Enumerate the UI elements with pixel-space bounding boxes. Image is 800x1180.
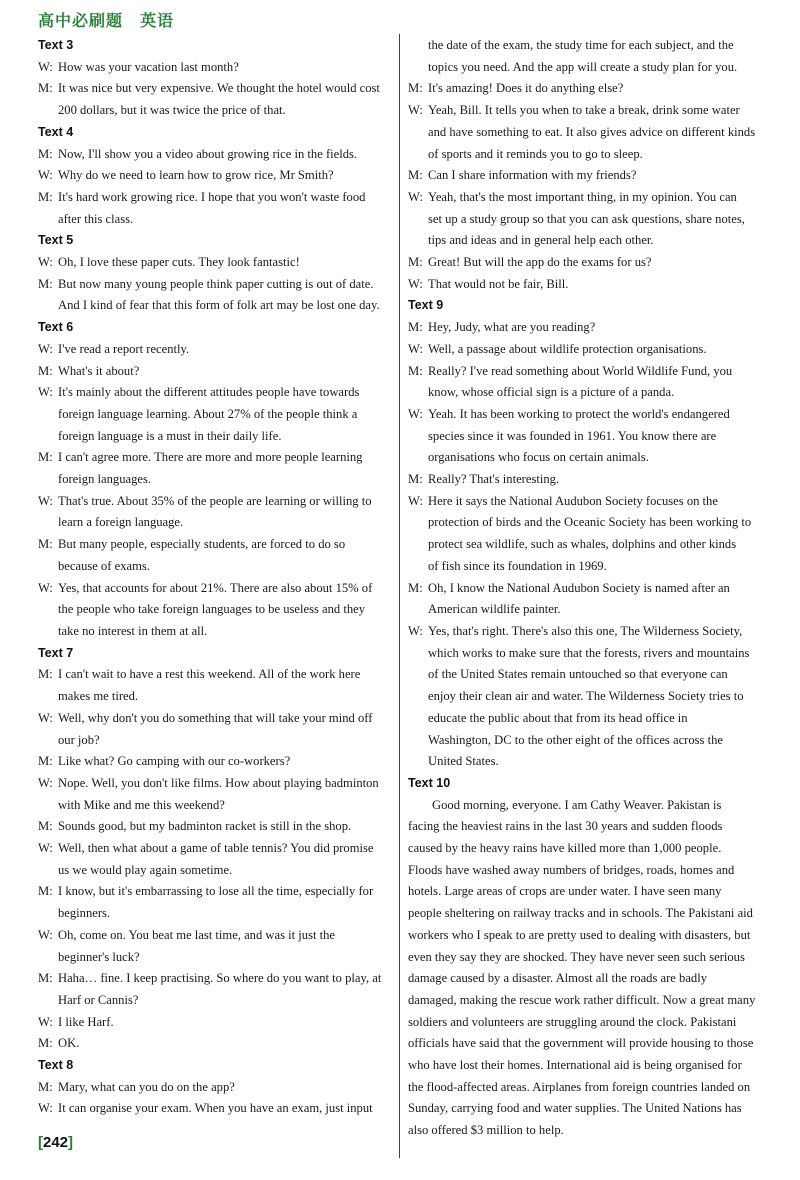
dialogue-turn (408, 274, 760, 296)
dialogue-turn (408, 404, 760, 426)
dialogue-continuation: our job? (58, 732, 100, 747)
utterance-text: I can't agree more. There are more and more people learning (58, 450, 363, 465)
dialogue-turn (408, 317, 760, 339)
speaker-label: W: (38, 927, 53, 942)
dialogue-turn (38, 252, 392, 274)
speaker-label: W: (408, 276, 423, 291)
utterance-text: Yes, that accounts for about 21%. There are also about 15% of (58, 580, 373, 595)
passage-line: Floods have washed away numbers of bridges, roads, homes and (408, 862, 735, 877)
utterance-text: Well, a passage about wildlife protection organisations. (428, 341, 707, 356)
dialogue-turn (38, 78, 392, 100)
dialogue-continuation: enjoy their clean air and water. The Wilderness Society tries to (428, 689, 744, 704)
dialogue-continuation: because of exams. (58, 558, 150, 573)
speaker-label: M: (408, 472, 423, 487)
dialogue-turn (408, 165, 760, 187)
section-heading: Text 9 (408, 298, 444, 313)
section-heading: Text 8 (38, 1058, 74, 1073)
page-number-value: 242 (43, 1134, 69, 1151)
speaker-label: W: (38, 1014, 53, 1029)
dialogue-turn (38, 881, 392, 903)
speaker-label: M: (38, 276, 53, 291)
utterance-text: Here it says the National Audubon Society focuses on the (428, 493, 718, 508)
speaker-label: W: (38, 493, 53, 508)
dialogue-continuation: of fish since its foundation in 1969. (428, 558, 607, 573)
dialogue-turn (38, 1098, 392, 1120)
dialogue-turn (38, 144, 392, 166)
speaker-label: M: (408, 363, 423, 378)
dialogue-continuation: protection of birds and the Oceanic Society has been working to (428, 515, 752, 530)
utterance-text: I like Harf. (58, 1014, 114, 1029)
left-column (38, 35, 392, 1120)
speaker-label: M: (38, 1036, 53, 1051)
dialogue-continuation: topics you need. And the app will create a study plan for you. (428, 59, 738, 74)
dialogue-turn (38, 708, 392, 730)
utterance-text: I've read a report recently. (58, 341, 190, 356)
utterance-text: I know, but it's embarrassing to lose all the time, especially for (58, 884, 374, 899)
speaker-label: W: (408, 189, 423, 204)
dialogue-continuation: which works to make sure that the forests, rivers and mountains (428, 645, 750, 660)
utterance-text: Yeah, that's the most important thing, in my opinion. You can (428, 189, 737, 204)
dialogue-turn (408, 491, 760, 513)
utterance-text: Yeah. It has been working to protect the world's endangered (428, 406, 730, 421)
speaker-label: M: (408, 580, 423, 595)
speaker-label: W: (38, 775, 53, 790)
speaker-label: W: (38, 341, 53, 356)
utterance-text: Oh, I know the National Audubon Society is named after an (428, 580, 730, 595)
passage-line: the flood-affected areas. Airplanes from foreign countries landed on (408, 1079, 751, 1094)
dialogue-turn (408, 187, 760, 209)
utterance-text: That would not be fair, Bill. (428, 276, 569, 291)
speaker-label: W: (408, 103, 423, 118)
passage-line: Sunday, carrying food and water supplies. The United Nations has (408, 1101, 742, 1116)
dialogue-turn (38, 382, 392, 404)
section-heading: Text 5 (38, 233, 74, 248)
dialogue-continuation: the people who take foreign languages to be useless and they (58, 602, 366, 617)
dialogue-continuation: take no interest in them at all. (58, 623, 208, 638)
passage-line: officials have said that the government will provide housing to those (408, 1036, 754, 1051)
dialogue-turn (38, 165, 392, 187)
dialogue-turn (38, 751, 392, 773)
speaker-label: W: (38, 580, 53, 595)
speaker-label: M: (38, 537, 53, 552)
dialogue-continuation: makes me tired. (58, 689, 139, 704)
speaker-label: M: (38, 971, 53, 986)
dialogue-turn (38, 274, 392, 296)
utterance-text: It was nice but very expensive. We thought the hotel would cost (58, 81, 380, 96)
speaker-label: M: (38, 450, 53, 465)
utterance-text: It can organise your exam. When you have an exam, just input (58, 1101, 373, 1116)
speaker-label: W: (408, 406, 423, 421)
page-header-title: 高中必刷题 英语 (38, 11, 175, 30)
dialogue-continuation: educate the public about that from its head office in (428, 710, 688, 725)
speaker-label: M: (408, 320, 423, 335)
utterance-text: Sounds good, but my badminton racket is still in the shop. (58, 819, 352, 834)
dialogue-turn (38, 578, 392, 600)
utterance-text: Why do we need to learn how to grow rice, Mr Smith? (58, 168, 334, 183)
utterance-text: Yeah, Bill. It tells you when to take a break, drink some water (428, 103, 740, 118)
dialogue-turn (38, 361, 392, 383)
dialogue-continuation: with Mike and me this weekend? (58, 797, 225, 812)
page-number: [242] (38, 1134, 74, 1151)
utterance-text: Hey, Judy, what are you reading? (428, 320, 596, 335)
speaker-label: M: (38, 884, 53, 899)
speaker-label: W: (408, 341, 423, 356)
utterance-text: But many people, especially students, are forced to do so (58, 537, 346, 552)
utterance-text: It's hard work growing rice. I hope that you won't waste food (58, 189, 366, 204)
utterance-text: It's mainly about the different attitudes people have towards (58, 385, 360, 400)
dialogue-continuation: protect sea wildlife, such as whales, dolphins and other kinds (428, 537, 737, 552)
passage-line: who have lost their homes. International aid is being organised for (408, 1058, 742, 1073)
dialogue-continuation: foreign language learning. About 27% of the people think a (58, 406, 358, 421)
passage-line: damaged, making the rescue work rather difficult. Now a great many (408, 992, 756, 1007)
dialogue-continuation: foreign languages. (58, 472, 152, 487)
utterance-text: Well, why don't you do something that will take your mind off (58, 710, 373, 725)
utterance-text: Mary, what can you do on the app? (58, 1079, 235, 1094)
utterance-text: Really? I've read something about World Wildlife Fund, you (428, 363, 733, 378)
passage-line: caused by the heavy rains have killed more than 1,000 people. (408, 841, 722, 856)
speaker-label: W: (38, 1101, 53, 1116)
speaker-label: M: (408, 255, 423, 270)
utterance-text: Well, then what about a game of table tennis? You did promise (58, 841, 374, 856)
dialogue-turn (408, 100, 760, 122)
speaker-label: M: (408, 81, 423, 96)
utterance-text: Yes, that's right. There's also this one, The Wilderness Society, (428, 623, 743, 638)
utterance-text: What's it about? (58, 363, 140, 378)
utterance-text: OK. (58, 1036, 80, 1051)
passage-line: people sheltering on railway tracks and in schools. The Pakistani aid (408, 906, 753, 921)
dialogue-continuation: us we would play again sometime. (58, 862, 233, 877)
dialogue-continuation: American wildlife painter. (428, 602, 561, 617)
speaker-label: M: (38, 146, 53, 161)
dialogue-turn (408, 252, 760, 274)
dialogue-turn (38, 187, 392, 209)
dialogue-continuation: beginner's luck? (58, 949, 140, 964)
passage-line: even they say they are shocked. They have never seen such serious (408, 949, 745, 964)
dialogue-continuation: And I kind of fear that this form of folk art may be lost one day. (58, 298, 380, 313)
dialogue-turn (38, 1033, 392, 1055)
dialogue-turn (408, 578, 760, 600)
dialogue-turn (38, 57, 392, 79)
speaker-label: W: (408, 623, 423, 638)
speaker-label: M: (408, 168, 423, 183)
dialogue-turn (408, 339, 760, 361)
dialogue-continuation: and have something to eat. It also gives advice on different kinds (428, 124, 756, 139)
section-heading: Text 4 (38, 124, 74, 139)
dialogue-turn (38, 1077, 392, 1099)
speaker-label: W: (38, 168, 53, 183)
dialogue-turn (408, 621, 760, 643)
passage-line: Good morning, everyone. I am Cathy Weaver. Pakistan is (432, 797, 722, 812)
speaker-label: W: (38, 710, 53, 725)
passage-line: also offered $3 million to help. (408, 1123, 564, 1138)
dialogue-continuation: 200 dollars, but it was twice the price of that. (58, 103, 286, 118)
dialogue-turn (38, 816, 392, 838)
utterance-text: Really? That's interesting. (428, 472, 560, 487)
dialogue-continuation: Harf or Cannis? (58, 992, 139, 1007)
utterance-text: How was your vacation last month? (58, 59, 239, 74)
section-heading: Text 7 (38, 645, 74, 660)
speaker-label: W: (38, 255, 53, 270)
utterance-text: Can I share information with my friends? (428, 168, 637, 183)
passage-line: soldiers and volunteers are struggling around the clock. Pakistani (408, 1014, 737, 1029)
passage-line: facing the heaviest rains in the last 30 years and sudden floods (408, 819, 723, 834)
column-divider (399, 34, 400, 1158)
speaker-label: M: (38, 1079, 53, 1094)
dialogue-continuation: tips and ideas and in general help each other. (428, 233, 654, 248)
utterance-text: I can't wait to have a rest this weekend. All of the work here (58, 667, 361, 682)
utterance-text: Now, I'll show you a video about growing rice in the fields. (58, 146, 358, 161)
section-heading: Text 10 (408, 775, 451, 790)
speaker-label: W: (38, 59, 53, 74)
speaker-label: W: (38, 841, 53, 856)
dialogue-continuation: the date of the exam, the study time for each subject, and the (428, 38, 734, 52)
dialogue-turn (38, 534, 392, 556)
dialogue-turn (408, 78, 760, 100)
dialogue-continuation: organisations who focus on certain animals. (428, 450, 649, 465)
dialogue-turn (38, 773, 392, 795)
utterance-text: Oh, I love these paper cuts. They look fantastic! (58, 255, 300, 270)
dialogue-turn (38, 491, 392, 513)
right-column (408, 35, 760, 1142)
passage-line: hotels. Large areas of crops are under water. I have seen many (408, 884, 722, 899)
dialogue-continuation: Washington, DC to the other eight of the offices across the (428, 732, 723, 747)
speaker-label: M: (38, 667, 53, 682)
dialogue-turn (38, 447, 392, 469)
dialogue-continuation: of the United States remain untouched so that everyone can (428, 667, 728, 682)
dialogue-continuation: of sports and it reminds you to go to sleep. (428, 146, 643, 161)
dialogue-continuation: learn a foreign language. (58, 515, 184, 530)
speaker-label: M: (38, 819, 53, 834)
speaker-label: M: (38, 363, 53, 378)
utterance-text: Oh, come on. You beat me last time, and was it just the (58, 927, 336, 942)
section-heading: Text 6 (38, 320, 74, 335)
utterance-text: It's amazing! Does it do anything else? (428, 81, 624, 96)
dialogue-continuation: after this class. (58, 211, 134, 226)
passage-line: damage caused by a disaster. Almost all the roads are badly (408, 971, 708, 986)
dialogue-continuation: species since it was founded in 1961. You know there are (428, 428, 717, 443)
utterance-text: That's true. About 35% of the people are learning or willing to (58, 493, 372, 508)
speaker-label: W: (408, 493, 423, 508)
speaker-label: M: (38, 754, 53, 769)
dialogue-turn (38, 1012, 392, 1034)
utterance-text: Great! But will the app do the exams for us? (428, 255, 652, 270)
utterance-text: But now many young people think paper cutting is out of date. (58, 276, 374, 291)
dialogue-continuation: beginners. (58, 906, 111, 921)
section-heading: Text 3 (38, 38, 74, 52)
utterance-text: Haha… fine. I keep practising. So where do you want to play, at (58, 971, 382, 986)
dialogue-turn (38, 838, 392, 860)
dialogue-continuation: foreign language is a must in their daily life. (58, 428, 282, 443)
utterance-text: Nope. Well, you don't like films. How about playing badminton (58, 775, 379, 790)
dialogue-turn (408, 361, 760, 383)
dialogue-turn (38, 664, 392, 686)
speaker-label: M: (38, 81, 53, 96)
dialogue-continuation: know, whose official sign is a picture of a panda. (428, 385, 675, 400)
dialogue-turn (38, 968, 392, 990)
dialogue-continuation: set up a study group so that you can ask questions, share notes, (428, 211, 745, 226)
speaker-label: W: (38, 385, 53, 400)
dialogue-turn (38, 925, 392, 947)
passage-line: workers who I speak to are pretty used to dealing with disasters, but (408, 927, 751, 942)
dialogue-turn (38, 339, 392, 361)
speaker-label: M: (38, 189, 53, 204)
dialogue-continuation: United States. (428, 754, 499, 769)
utterance-text: Like what? Go camping with our co-workers? (58, 754, 291, 769)
dialogue-turn (408, 469, 760, 491)
